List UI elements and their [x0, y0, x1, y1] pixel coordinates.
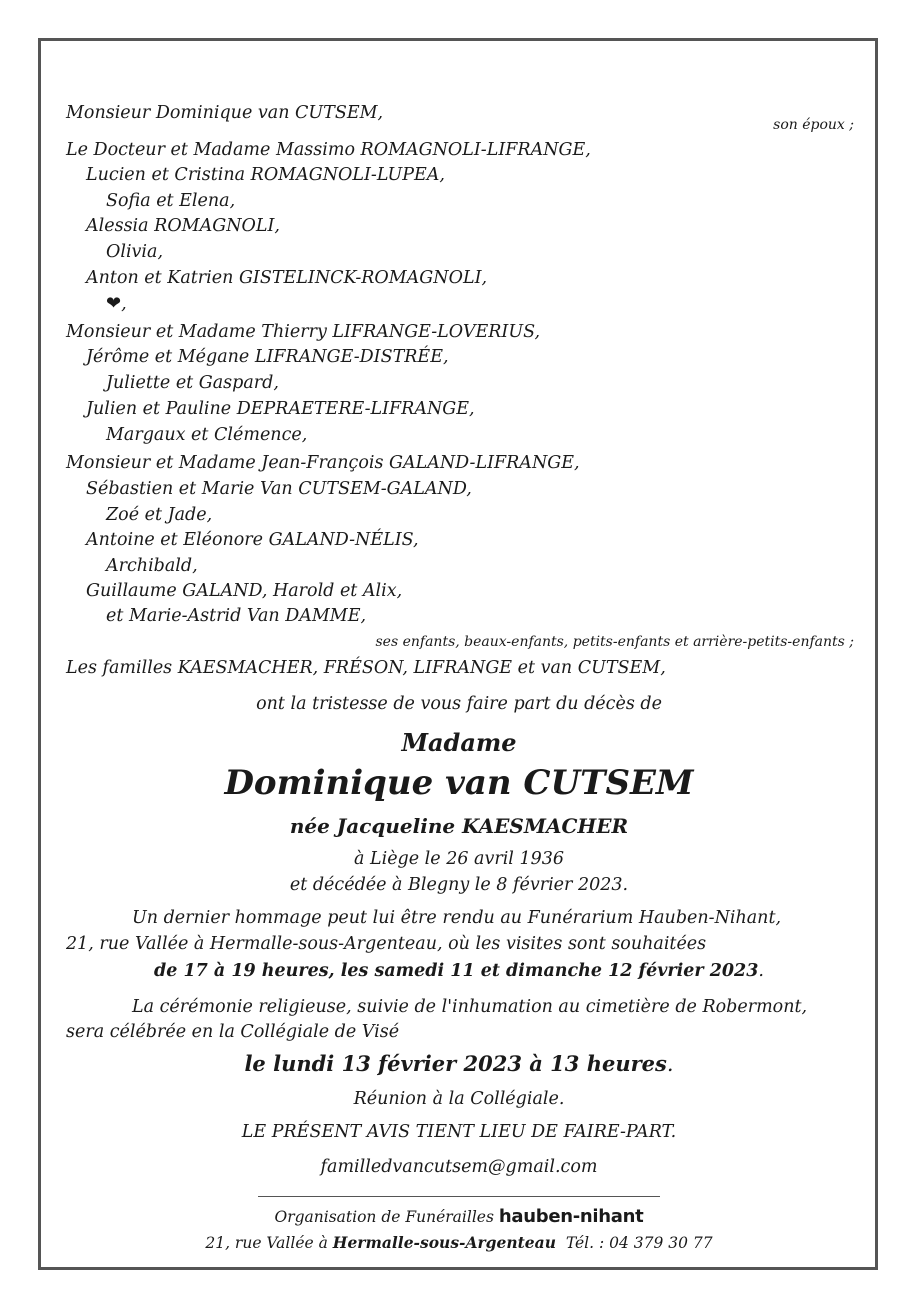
families-line: Les familles KAESMACHER, FRÉSON, LIFRANGE et van CUTSEM,	[66, 658, 666, 678]
family-member: Le Docteur et Madame Massimo ROMAGNOLI-LIFRANGE,	[66, 140, 591, 160]
brand-logo: hauben-nihant	[498, 1206, 644, 1227]
spouse-line: Monsieur Dominique van CUTSEM,	[66, 103, 384, 123]
heart-icon: ❤	[106, 293, 122, 314]
visits-line-2: 21, rue Vallée à Hermalle-sous-Argenteau, où les visites sont souhaitées	[66, 934, 707, 954]
heart-line-comma: ,	[121, 294, 127, 314]
family-member: Guillaume GALAND, Harold et Alix,	[86, 581, 403, 601]
born-name: née Jacqueline KAESMACHER	[289, 814, 629, 838]
family-member: et Marie-Astrid Van DAMME,	[106, 606, 367, 626]
children-role: ses enfants, beaux-enfants, petits-enfants et arrière-petits-enfants ;	[375, 634, 854, 650]
footer-town: Hermalle-sous-Argenteau	[332, 1233, 556, 1252]
family-member: Monsieur et Madame Jean-François GALAND-LIFRANGE,	[66, 453, 580, 473]
family-member: Olivia,	[106, 242, 164, 262]
deceased-name: Dominique van CUTSEM	[224, 763, 694, 803]
announcement-intro: ont la tristesse de vous faire part du décès de	[256, 694, 662, 714]
visits-hours	[0, 960, 918, 982]
meeting-line: Réunion à la Collégiale.	[353, 1089, 565, 1109]
notice-line: LE PRÉSENT AVIS TIENT LIEU DE FAIRE-PART.	[241, 1122, 677, 1142]
footer-address	[0, 1232, 918, 1254]
footer-address-prefix: 21, rue Vallée à	[205, 1234, 328, 1252]
family-member: Margaux et Clémence,	[106, 425, 308, 445]
visits-hours-text: de 17 à 19 heures, les samedi 11 et dimanche 12 février 2023	[153, 961, 759, 981]
family-member: Archibald,	[106, 556, 198, 576]
footer-phone: Tél. : 04 379 30 77	[565, 1234, 713, 1252]
spouse-role: son époux ;	[773, 117, 854, 133]
ceremony-date-text: le lundi 13 février 2023 à 13 heures	[244, 1051, 667, 1076]
footer-org	[0, 1206, 918, 1228]
family-member: Monsieur et Madame Thierry LIFRANGE-LOVERIUS,	[66, 322, 541, 342]
family-member: Antoine et Eléonore GALAND-NÉLIS,	[86, 530, 419, 550]
birth-line: à Liège le 26 avril 1936	[353, 849, 565, 869]
family-member: Julien et Pauline DEPRAETERE-LIFRANGE,	[86, 399, 475, 419]
deceased-title: Madame	[401, 728, 517, 757]
family-member: Alessia ROMAGNOLI,	[86, 216, 280, 236]
contact-email[interactable]: familledvancutsem@gmail.com	[320, 1157, 598, 1177]
family-member: Juliette et Gaspard,	[106, 373, 279, 393]
family-member: Jérôme et Mégane LIFRANGE-DISTRÉE,	[86, 347, 449, 367]
ceremony-line-2: sera célébrée en la Collégiale de Visé	[66, 1022, 400, 1042]
visits-hours-end: .	[758, 961, 764, 981]
family-member: Sofia et Elena,	[106, 191, 236, 211]
footer-org-text: Organisation de Funérailles	[274, 1208, 494, 1226]
ceremony-line-1: La cérémonie religieuse, suivie de l'inhumation au cimetière de Robermont,	[132, 997, 808, 1017]
family-member: Anton et Katrien GISTELINCK-ROMAGNOLI,	[86, 268, 488, 288]
family-member: Sébastien et Marie Van CUTSEM-GALAND,	[86, 479, 472, 499]
heart-line	[106, 293, 127, 315]
family-member: Zoé et Jade,	[106, 505, 213, 525]
ceremony-date	[0, 1051, 918, 1077]
footer-divider	[258, 1196, 660, 1197]
family-member: Lucien et Cristina ROMAGNOLI-LUPEA,	[86, 165, 445, 185]
ceremony-date-end: .	[666, 1052, 674, 1076]
visits-line-1: Un dernier hommage peut lui être rendu au Funérarium Hauben-Nihant,	[132, 908, 782, 928]
death-line: et décédée à Blegny le 8 février 2023.	[289, 875, 629, 895]
